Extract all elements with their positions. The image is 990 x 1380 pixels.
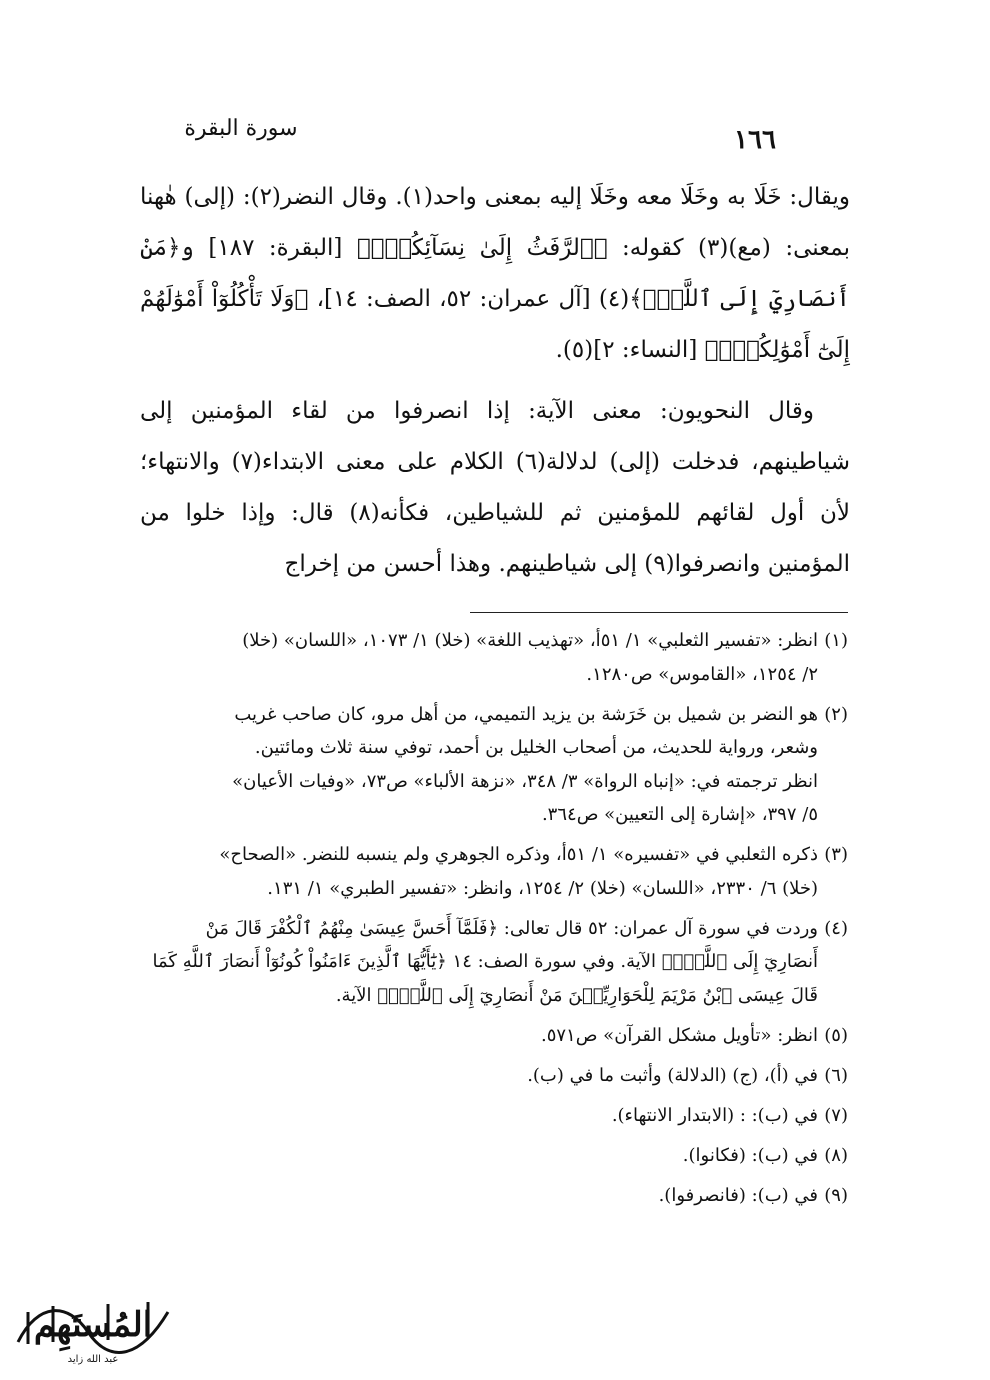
footnote-line: في (ب): (فانصرفوا).: [658, 1184, 818, 1206]
footnote-line: انظر: «تأويل مشكل القرآن» ص٥٧١.: [540, 1024, 818, 1046]
footnote-number: (١): [824, 630, 848, 651]
main-text: [140, 172, 850, 590]
footnote-line: (خلا) ٦/ ٢٣٣٠، «اللسان» (خلا) ٢/ ١٢٥٤، وانظر: «تفسير الطبري» ١/ ١٣١.: [267, 877, 818, 899]
footnote-number: (٧): [824, 1104, 848, 1126]
footnote-line: أَنصَارِيٓ إِلَى ٱللَّهِۖ﴾ الآية. وفي سورة الصف: ١٤ ﴿يَٰٓأَيُّهَا ٱلَّذِينَ ءَامَنُواْ كُونُوٓاْ أَنصَارَ ٱللَّهِ كَمَا: [152, 951, 818, 972]
footnote-line: وشعر، ورواية للحديث، من أصحاب الخليل بن أحمد، توفي سنة ثلاث ومائتين.: [254, 737, 818, 758]
footnote-number: (٦): [824, 1064, 848, 1086]
footnotes: [108, 624, 848, 1219]
paragraph-1: ويقال: خَلَا به وخَلَا معه وخَلَا إليه بمعنى واحد(١). وقال النضر(٢): (إلى) هٰهنا بمعنى: (مع)(٣) كقوله: ﴿ٱلرَّفَثُ إِلَىٰ نِسَآئِكُمْۚ﴾ [البقرة: ١٨٧] و﴿مَنْ أَنصَارِيٓ إِلَى ٱللَّهِۖ﴾(٤) [آل عمران: ٥٢، الصف: ١٤]، ﴿وَلَا تَأْكُلُوٓاْ أَمْوَٰلَهُمْ إِلَىٰٓ أَمْوَٰلِكُمْۚ﴾ [النساء: ٢](٥).: [140, 184, 850, 363]
logo-subtext: عبد الله زايد: [67, 1354, 119, 1365]
footnote-4: [108, 912, 848, 1013]
footnote-line: قَالَ عِيسَى ٱبْنُ مَرْيَمَ لِلْحَوَارِيِّـۧنَ مَنْ أَنصَارِيٓ إِلَى ٱللَّهِۖ﴾ الآية.: [335, 984, 818, 1006]
footnote-line: ٥/ ٣٩٧، «إشارة إلى التعيين» ص٣٦٤.: [541, 804, 818, 825]
logo-text: المُستَهِم: [33, 1305, 153, 1345]
footnote-number: (٩): [824, 1184, 848, 1206]
publisher-logo-icon: [8, 1282, 178, 1370]
footnote-line: ذكره الثعلبي في «تفسيره» ١/ ٥١أ، وذكره الجوهري ولم ينسبه للنضر. «الصحاح»: [219, 844, 818, 865]
footnote-line: في (ب): (فكانوا).: [682, 1144, 818, 1166]
footnote-line: انظر: «تفسير الثعلبي» ١/ ٥١أ، «تهذيب اللغة» (خلا) ١/ ١٠٧٣، «اللسان» (خلا): [242, 630, 818, 651]
footnote-9: [108, 1179, 848, 1213]
footnote-number: (٨): [824, 1144, 848, 1166]
paragraph-2: وقال النحويون: معنى الآية: إذا انصرفوا من لقاء المؤمنين إلى شياطينهم، فدخلت (إلى) لدلالة(٦) الكلام على معنى الابتداء(٧) والانتهاء؛ لأن أول لقائهم للمؤمنين ثم للشياطين، فكأنه(٨) قال: وإذا خلوا من المؤمنين وانصرفوا(٩) إلى شياطينهم. وهذا أحسن من إخراج: [140, 398, 850, 577]
footnote-3: [108, 838, 848, 905]
footnote-line: في (أ)، (ج) (الدلالة) وأثبت ما في (ب).: [527, 1064, 818, 1086]
footnote-2: [108, 698, 848, 832]
footnote-line: انظر ترجمته في: «إنباه الرواة» ٣/ ٣٤٨، «نزهة الألباء» ص٧٣، «وفيات الأعيان»: [232, 770, 818, 792]
footnote-number: (٤): [824, 917, 848, 939]
footnote-line: ٢/ ١٢٥٤، «القاموس» ص١٢٨٠.: [586, 663, 818, 685]
page-number: ١٦٦: [734, 125, 776, 155]
footnote-7: [108, 1099, 848, 1133]
footnote-1: [108, 624, 848, 691]
footnote-8: [108, 1139, 848, 1173]
footnote-number: (٢): [824, 703, 848, 725]
footnote-line: في (ب): : (الابتدار الانتهاء).: [611, 1104, 818, 1126]
footnote-separator: [470, 612, 848, 613]
footnote-number: (٣): [824, 844, 848, 865]
footnote-line: هو النضر بن شميل بن خَرَشة بن يزيد التميمي، من أهل مرو، كان صاحب غريب: [234, 703, 818, 725]
footnote-6: [108, 1059, 848, 1093]
running-header-surah: سورة البقرة: [184, 116, 298, 141]
footnote-5: [108, 1019, 848, 1053]
footnote-line: وردت في سورة آل عمران: ٥٢ قال تعالى: ﴿فَلَمَّآ أَحَسَّ عِيسَىٰ مِنْهُمُ ٱلْكُفْرَ قَالَ مَنْ: [205, 917, 818, 939]
footnote-number: (٥): [824, 1024, 848, 1046]
